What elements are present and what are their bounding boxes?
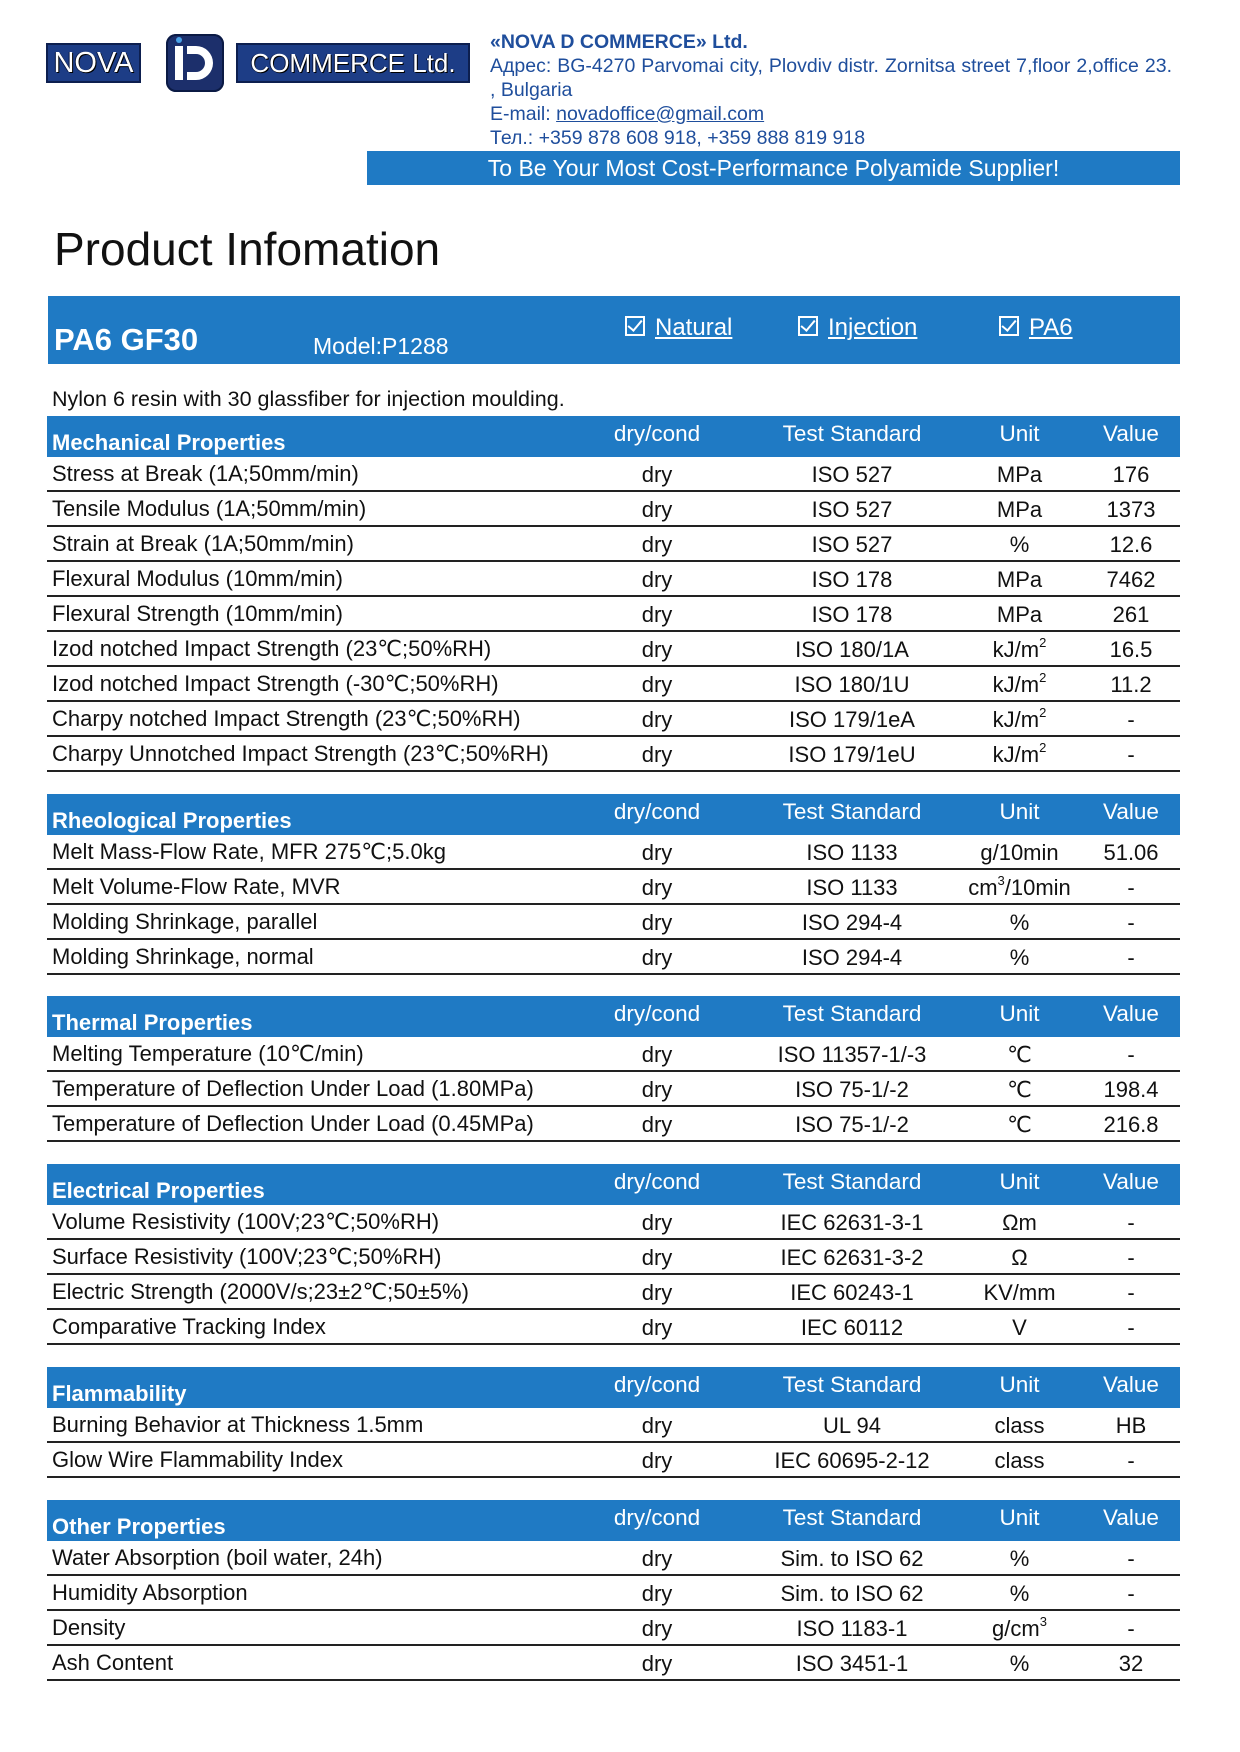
col-header-value: Value xyxy=(1103,421,1159,446)
condition-cell: dry xyxy=(641,1546,673,1571)
property-name: Density xyxy=(52,1615,126,1640)
unit-text: % xyxy=(1009,945,1030,970)
condition-cell: dry xyxy=(641,462,673,487)
property-name: Ash Content xyxy=(52,1650,174,1675)
standard-cell: ISO 1133 xyxy=(806,840,898,865)
table-row xyxy=(47,905,1180,940)
table-row xyxy=(47,1072,1180,1107)
company-info xyxy=(490,30,1172,150)
standard-cell: IEC 60112 xyxy=(800,1315,904,1340)
unit-text: ℃ xyxy=(1007,1042,1032,1067)
standard-cell: IEC 62631-3-1 xyxy=(780,1210,924,1235)
unit-superscript: 2 xyxy=(1039,670,1047,685)
unit-cell xyxy=(932,840,1107,866)
col-header-value: Value xyxy=(1103,1372,1159,1397)
value-cell: 16.5 xyxy=(1109,637,1153,662)
value-cell: - xyxy=(1127,742,1135,767)
standard-cell: ISO 179/1eA xyxy=(789,707,915,732)
col-header-value: Value xyxy=(1103,1169,1159,1194)
unit-cell xyxy=(932,1112,1107,1138)
property-name: Molding Shrinkage, parallel xyxy=(52,909,318,934)
unit-cell xyxy=(932,742,1107,768)
value-cell: - xyxy=(1127,945,1135,970)
unit-text: MPa xyxy=(996,602,1043,627)
tag-label: PA6 xyxy=(1029,314,1073,341)
condition-cell: dry xyxy=(641,672,673,697)
tag-injection[interactable] xyxy=(798,314,917,342)
unit-text: kJ/m xyxy=(992,707,1040,732)
unit-cell xyxy=(932,672,1107,698)
col-header-test-standard: Test Standard xyxy=(782,1505,922,1530)
col-header-dry-cond: dry/cond xyxy=(613,1001,701,1026)
section-header xyxy=(47,416,1180,457)
table-row xyxy=(47,1310,1180,1345)
property-name: Tensile Modulus (1A;50mm/min) xyxy=(52,496,367,521)
property-name: Humidity Absorption xyxy=(52,1580,248,1605)
property-name: Burning Behavior at Thickness 1.5mm xyxy=(52,1412,424,1437)
section-header xyxy=(47,1367,1180,1408)
unit-text: MPa xyxy=(996,567,1043,592)
table-row xyxy=(47,667,1180,702)
unit-text: % xyxy=(1009,910,1030,935)
table-row xyxy=(47,457,1180,492)
value-cell: 176 xyxy=(1112,462,1150,487)
section-title: Other Properties xyxy=(52,1514,226,1539)
property-name: Glow Wire Flammability Index xyxy=(52,1447,343,1472)
value-cell: 12.6 xyxy=(1109,532,1153,557)
standard-cell: Sim. to ISO 62 xyxy=(780,1546,924,1571)
table-row xyxy=(47,940,1180,975)
standard-cell: ISO 527 xyxy=(811,462,893,487)
value-cell: 11.2 xyxy=(1110,672,1152,697)
value-cell: - xyxy=(1127,1581,1135,1606)
value-cell: - xyxy=(1127,1042,1135,1067)
property-name: Stress at Break (1A;50mm/min) xyxy=(52,461,359,486)
section-flammability xyxy=(47,1367,1180,1478)
unit-cell xyxy=(932,707,1107,733)
unit-text: % xyxy=(1009,1651,1030,1676)
unit-cell xyxy=(932,1245,1107,1271)
col-header-dry-cond: dry/cond xyxy=(613,1169,701,1194)
property-name: Electric Strength (2000V/s;23±2℃;50±5%) xyxy=(52,1279,469,1304)
col-header-test-standard: Test Standard xyxy=(782,1169,922,1194)
company-address: Адрес: BG-4270 Parvomai city, Plovdiv distr. Zornitsa street 7,floor 2,office 23. , Bulgaria xyxy=(490,55,1172,101)
unit-text: MPa xyxy=(996,497,1043,522)
table-row xyxy=(47,1443,1180,1478)
unit-cell xyxy=(932,567,1107,593)
col-header-dry-cond: dry/cond xyxy=(613,1505,701,1530)
value-cell: 261 xyxy=(1112,602,1150,627)
condition-cell: dry xyxy=(641,742,673,767)
condition-cell: dry xyxy=(641,840,673,865)
table-row xyxy=(47,562,1180,597)
unit-cell xyxy=(932,1546,1107,1572)
unit-superscript: 2 xyxy=(1039,740,1047,755)
unit-superscript: 2 xyxy=(1039,705,1047,720)
unit-cell xyxy=(932,1077,1107,1103)
unit-text: V xyxy=(1012,1315,1027,1340)
col-header-test-standard: Test Standard xyxy=(782,421,922,446)
table-row xyxy=(47,1107,1180,1142)
unit-cell xyxy=(932,1651,1107,1677)
table-row xyxy=(47,1408,1180,1443)
property-name: Water Absorption (boil water, 24h) xyxy=(52,1545,383,1570)
col-header-value: Value xyxy=(1103,1505,1159,1530)
email-label: E-mail: xyxy=(490,103,557,125)
col-header-test-standard: Test Standard xyxy=(782,1372,922,1397)
section-header xyxy=(47,1500,1180,1541)
col-header-unit: Unit xyxy=(999,1372,1040,1397)
table-row xyxy=(47,527,1180,562)
standard-cell: IEC 60695-2-12 xyxy=(774,1448,930,1473)
property-name: Izod notched Impact Strength (-30℃;50%RH) xyxy=(52,671,499,696)
col-header-unit: Unit xyxy=(999,1505,1040,1530)
unit-text: % xyxy=(1009,1581,1030,1606)
col-header-value: Value xyxy=(1103,1001,1159,1026)
value-cell: 198.4 xyxy=(1103,1077,1159,1102)
condition-cell: dry xyxy=(641,1448,673,1473)
unit-cell xyxy=(932,602,1107,628)
section-electrical-properties xyxy=(47,1164,1180,1345)
property-name: Charpy notched Impact Strength (23℃;50%RH) xyxy=(52,706,521,731)
value-cell: - xyxy=(1127,1280,1135,1305)
table-row xyxy=(47,1037,1180,1072)
condition-cell: dry xyxy=(641,875,673,900)
unit-text: class xyxy=(994,1413,1045,1438)
unit-cell xyxy=(932,1210,1107,1236)
col-header-dry-cond: dry/cond xyxy=(613,1372,701,1397)
value-cell: - xyxy=(1127,707,1135,732)
property-name: Molding Shrinkage, normal xyxy=(52,944,314,969)
unit-cell xyxy=(932,532,1107,558)
product-description: Nylon 6 resin with 30 glassfiber for injection moulding. xyxy=(52,387,565,411)
table-row xyxy=(47,835,1180,870)
section-title: Rheological Properties xyxy=(52,808,292,833)
col-header-unit: Unit xyxy=(999,1169,1040,1194)
value-cell: - xyxy=(1127,1546,1135,1571)
unit-text: % xyxy=(1009,1546,1030,1571)
unit-text: Ω xyxy=(1011,1245,1028,1270)
unit-cell xyxy=(932,1616,1107,1642)
table-row xyxy=(47,1541,1180,1576)
standard-cell: ISO 75-1/-2 xyxy=(795,1077,909,1102)
section-thermal-properties xyxy=(47,996,1180,1142)
table-row xyxy=(47,1275,1180,1310)
section-title: Flammability xyxy=(52,1381,187,1406)
standard-cell: ISO 294-4 xyxy=(801,910,903,935)
property-name: Melt Volume-Flow Rate, MVR xyxy=(52,874,341,899)
condition-cell: dry xyxy=(641,1413,673,1438)
property-name: Volume Resistivity (100V;23℃;50%RH) xyxy=(52,1209,440,1234)
condition-cell: dry xyxy=(641,532,673,557)
company-phone: Тел.: +359 878 608 918, +359 888 819 918 xyxy=(490,127,866,149)
col-header-value: Value xyxy=(1103,799,1159,824)
table-row xyxy=(47,1576,1180,1611)
value-cell: - xyxy=(1127,1616,1135,1641)
standard-cell: ISO 527 xyxy=(811,532,893,557)
value-cell: 216.8 xyxy=(1103,1112,1159,1137)
product-name: PA6 GF30 xyxy=(54,322,199,357)
col-header-unit: Unit xyxy=(999,421,1040,446)
value-cell: - xyxy=(1127,1315,1135,1340)
logo-right-text: COMMERCE Ltd. xyxy=(236,43,470,83)
condition-cell: dry xyxy=(641,1042,673,1067)
slogan-banner: To Be Your Most Cost-Performance Polyamide Supplier! xyxy=(367,151,1180,185)
table-row xyxy=(47,1611,1180,1646)
value-cell: HB xyxy=(1115,1413,1147,1438)
condition-cell: dry xyxy=(641,1280,673,1305)
property-name: Melt Mass-Flow Rate, MFR 275℃;5.0kg xyxy=(52,839,446,864)
unit-text: Ωm xyxy=(1002,1210,1037,1235)
col-header-unit: Unit xyxy=(999,1001,1040,1026)
unit-cell xyxy=(932,1448,1107,1474)
value-cell: 1373 xyxy=(1106,497,1156,522)
property-name: Surface Resistivity (100V;23℃;50%RH) xyxy=(52,1244,442,1269)
company-logo xyxy=(46,34,470,92)
section-title: Thermal Properties xyxy=(52,1010,253,1035)
standard-cell: ISO 178 xyxy=(811,602,893,627)
value-cell: - xyxy=(1127,1448,1135,1473)
checkbox-checked-icon xyxy=(625,316,645,336)
condition-cell: dry xyxy=(641,602,673,627)
condition-cell: dry xyxy=(641,1616,673,1641)
unit-text: g/cm xyxy=(992,1616,1040,1641)
condition-cell: dry xyxy=(641,567,673,592)
checkbox-checked-icon xyxy=(999,316,1019,336)
unit-text: class xyxy=(994,1448,1045,1473)
tag-label: Natural xyxy=(655,314,733,341)
property-name: Temperature of Deflection Under Load (0.45MPa) xyxy=(52,1111,534,1136)
condition-cell: dry xyxy=(641,1581,673,1606)
unit-text: ℃ xyxy=(1007,1077,1032,1102)
page-title: Product Infomation xyxy=(54,223,441,275)
value-cell: - xyxy=(1127,910,1135,935)
section-mechanical-properties xyxy=(47,416,1180,772)
value-cell: - xyxy=(1127,1245,1135,1270)
section-header xyxy=(47,794,1180,835)
standard-cell: IEC 62631-3-2 xyxy=(780,1245,924,1270)
standard-cell: ISO 1183-1 xyxy=(796,1616,908,1641)
col-header-dry-cond: dry/cond xyxy=(613,421,701,446)
value-cell: - xyxy=(1127,875,1135,900)
company-name: «NOVA D COMMERCE» Ltd. xyxy=(490,31,748,53)
standard-cell: ISO 178 xyxy=(811,567,893,592)
unit-cell xyxy=(932,637,1107,663)
property-name: Comparative Tracking Index xyxy=(52,1314,326,1339)
company-email-line xyxy=(490,102,1172,126)
property-name: Flexural Strength (10mm/min) xyxy=(52,601,343,626)
section-other-properties xyxy=(47,1500,1180,1681)
standard-cell: ISO 180/1U xyxy=(794,672,910,697)
email-link[interactable]: novadoffice@gmail.com xyxy=(556,103,765,125)
tag-label: Injection xyxy=(828,314,918,341)
tag-pa6[interactable] xyxy=(999,314,1073,342)
checkbox-checked-icon xyxy=(798,316,818,336)
unit-text: kJ/m xyxy=(992,637,1040,662)
col-header-test-standard: Test Standard xyxy=(782,799,922,824)
standard-cell: ISO 3451-1 xyxy=(795,1651,909,1676)
condition-cell: dry xyxy=(641,910,673,935)
unit-cell xyxy=(932,945,1107,971)
condition-cell: dry xyxy=(641,707,673,732)
property-name: Izod notched Impact Strength (23℃;50%RH) xyxy=(52,636,492,661)
unit-cell xyxy=(932,875,1107,901)
product-banner xyxy=(48,296,1180,364)
property-name: Strain at Break (1A;50mm/min) xyxy=(52,531,354,556)
unit-suffix: /10min xyxy=(1004,875,1071,900)
table-row xyxy=(47,597,1180,632)
unit-cell xyxy=(932,1413,1107,1439)
condition-cell: dry xyxy=(641,945,673,970)
property-name: Temperature of Deflection Under Load (1.80MPa) xyxy=(52,1076,534,1101)
unit-text: ℃ xyxy=(1007,1112,1032,1137)
unit-cell xyxy=(932,910,1107,936)
section-header xyxy=(47,996,1180,1037)
tag-natural[interactable] xyxy=(625,314,732,342)
logo-d-icon xyxy=(166,34,224,92)
logo-left-text: NOVA xyxy=(46,43,141,83)
unit-text: g/10min xyxy=(980,840,1059,865)
table-row xyxy=(47,632,1180,667)
property-name: Charpy Unnotched Impact Strength (23℃;50%RH) xyxy=(52,741,549,766)
standard-cell: ISO 11357-1/-3 xyxy=(777,1042,927,1067)
table-row xyxy=(47,1205,1180,1240)
unit-cell xyxy=(932,1315,1107,1341)
standard-cell: Sim. to ISO 62 xyxy=(780,1581,924,1606)
unit-cell xyxy=(932,1042,1107,1068)
condition-cell: dry xyxy=(641,1077,673,1102)
standard-cell: ISO 180/1A xyxy=(795,637,909,662)
unit-text: kJ/m xyxy=(992,742,1040,767)
condition-cell: dry xyxy=(641,637,673,662)
condition-cell: dry xyxy=(641,1315,673,1340)
condition-cell: dry xyxy=(641,1651,673,1676)
condition-cell: dry xyxy=(641,1112,673,1137)
table-row xyxy=(47,1240,1180,1275)
table-row xyxy=(47,702,1180,737)
unit-superscript: 3 xyxy=(997,873,1005,888)
unit-text: KV/mm xyxy=(983,1280,1056,1305)
standard-cell: ISO 179/1eU xyxy=(788,742,916,767)
standard-cell: ISO 1133 xyxy=(806,875,898,900)
standard-cell: ISO 75-1/-2 xyxy=(795,1112,909,1137)
col-header-dry-cond: dry/cond xyxy=(613,799,701,824)
table-row xyxy=(47,870,1180,905)
unit-text: % xyxy=(1009,532,1030,557)
value-cell: 32 xyxy=(1118,1651,1144,1676)
col-header-test-standard: Test Standard xyxy=(782,1001,922,1026)
standard-cell: IEC 60243-1 xyxy=(790,1280,914,1305)
property-name: Melting Temperature (10℃/min) xyxy=(52,1041,364,1066)
unit-cell xyxy=(932,1581,1107,1607)
condition-cell: dry xyxy=(641,1210,673,1235)
condition-cell: dry xyxy=(641,1245,673,1270)
unit-cell xyxy=(932,1280,1107,1306)
value-cell: - xyxy=(1127,1210,1135,1235)
section-title: Electrical Properties xyxy=(52,1178,265,1203)
table-row xyxy=(47,492,1180,527)
unit-text: kJ/m xyxy=(992,672,1040,697)
standard-cell: UL 94 xyxy=(823,1413,881,1438)
unit-cell xyxy=(932,497,1107,523)
table-row xyxy=(47,1646,1180,1681)
unit-cell xyxy=(932,462,1107,488)
section-rheological-properties xyxy=(47,794,1180,975)
table-row xyxy=(47,737,1180,772)
standard-cell: ISO 294-4 xyxy=(801,945,903,970)
section-header xyxy=(47,1164,1180,1205)
unit-superscript: 3 xyxy=(1039,1614,1047,1629)
property-name: Flexural Modulus (10mm/min) xyxy=(52,566,343,591)
unit-text: cm xyxy=(968,875,998,900)
value-cell: 51.06 xyxy=(1103,840,1159,865)
unit-superscript: 2 xyxy=(1039,635,1047,650)
value-cell: 7462 xyxy=(1106,567,1156,592)
unit-text: MPa xyxy=(996,462,1043,487)
section-title: Mechanical Properties xyxy=(52,430,286,455)
col-header-unit: Unit xyxy=(999,799,1040,824)
standard-cell: ISO 527 xyxy=(811,497,893,522)
condition-cell: dry xyxy=(641,497,673,522)
product-model: Model:P1288 xyxy=(313,333,449,359)
